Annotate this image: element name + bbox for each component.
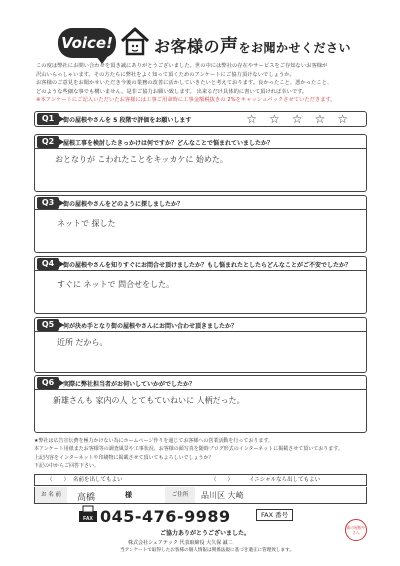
question-2 [34,134,367,192]
answer-text[interactable]: 近所 だから。 [57,338,108,347]
address-field[interactable]: 品川区 大崎 [201,491,244,500]
intro-line: どのような些細な事でも構いません。是非ご協力お願い致します。 出来るだけ具体的に書いて頂ければ幸いです。 [36,88,308,95]
intro-text [36,62,366,105]
question-tag: Q1 [37,113,59,125]
question-tag: Q4 [37,258,59,270]
question-tag: Q3 [37,197,59,209]
voice-bubble: Voice! [58,28,116,58]
question-text: 街の屋根やさんをどのように探しましたか？ [63,201,184,208]
question-tag: Q6 [37,377,59,389]
question-text: 実際に弊社担当者がお伺いしていかがでしたか？ [63,381,196,388]
question-text: 街の屋根やさんを知りすぐにお問合せ頂けましたか？もし悩まれたとしたらどんなことがご不安でしたか？ [63,262,352,269]
question-text: 何が決め手となり街の屋根やさんにお問い合わせ頂きましたか？ [63,323,238,330]
question-tag: Q5 [37,319,59,331]
privacy-notes [34,437,369,470]
honorific: 様 [125,491,132,499]
question-1 [34,111,367,127]
intro-line: お客様のご意見をお聞かせいただき今後の業務の改善に活かしていきたいと考えております。良かったこと、悪かったこと、 [36,80,333,87]
question-text: 屋根工事を検討したきっかけは何ですか？どんなことで悩まれていましたか？ [63,140,274,147]
privacy-footer: 当アンケートで取得したお客様の個人情報は関係法規に基づき適正に管理致します。 [120,548,294,553]
rating-stars[interactable]: ☆☆☆☆☆ [246,112,360,126]
company-info: 株式会社シェアテック 代表取締役 大久保 誠二 [128,540,233,546]
company-stamp [345,519,367,541]
thanks-message: ご協力ありがとうございました。 [160,530,251,537]
question-5 [34,317,367,373]
answer-text[interactable]: すぐに ネットで 問合せをした。 [57,280,175,289]
intro-line: 沢山いらっしゃいます。その方たちに弊社をよく知って頂くためのアンケートにご協力頂けないでしょうか。 [36,71,295,78]
name-address-row [34,487,367,504]
permission-options [34,474,367,486]
question-text: 街の屋根やさんを 5 段階で評価をお願いします [63,117,192,124]
option-name-label: 名前を出してもよい [73,477,123,483]
house-icon [120,26,150,56]
intro-line: この度は弊社にお問い合わせを頂き誠にありがとうございました。世の中には弊社の存在やサービスをご存知ないお客様が [36,63,328,69]
answer-text[interactable]: おとなりが こわれたことをキッカケに 始めた。 [55,155,228,164]
campaign-note: ※本アンケートにご記入いただいたお客様には工事ご用命時に工事金額税抜きの 2%をキャッシュバックさせていただきます。 [36,97,336,104]
svg-text:FAX: FAX [83,516,93,522]
address-label: ご住所 [165,487,195,503]
name-label: お 名 前 [35,487,67,503]
option-name-checkbox[interactable]: （ ） [47,477,70,483]
option-initial-checkbox[interactable]: （ ） [211,477,234,483]
fax-number: 045-476-9989 [100,507,231,526]
header [58,24,358,64]
stamp-text: 街の屋根やさん [346,525,366,535]
note-line: ★弊社は広告宣伝費を極力かけない為にホームページ作りを通じてお客様への営業活動を行っております。 [34,438,273,444]
note-line: 上記内容をインターネットや印刷物に掲載させて頂いてもよろしいでしょうか？ [34,454,214,461]
question-6 [34,375,367,433]
question-tag: Q2 [37,136,59,148]
fax-label: FAX 番号 [256,509,293,521]
note-line: 本アンケート用紙またお客様等の調査風景や工事状況、お客様の顔写真を随時ブログ形式のインターネットに掲載させて頂いております。 [34,446,343,453]
answer-text[interactable]: ネットで 探した [57,219,116,228]
fax-machine-icon [78,505,98,523]
name-field[interactable]: 高橋 [77,493,96,503]
note-line: 下記の中からご回答下さい。 [34,462,100,469]
answer-text[interactable]: 新雄さんも 家内の人 とてもていねいに 人柄だった。 [53,396,245,405]
option-initial-label: イニシャルなら出してもよい [249,477,321,483]
question-3 [34,195,367,253]
page-title: お客様の声をお聞かせください [154,36,352,57]
question-4 [34,256,367,314]
